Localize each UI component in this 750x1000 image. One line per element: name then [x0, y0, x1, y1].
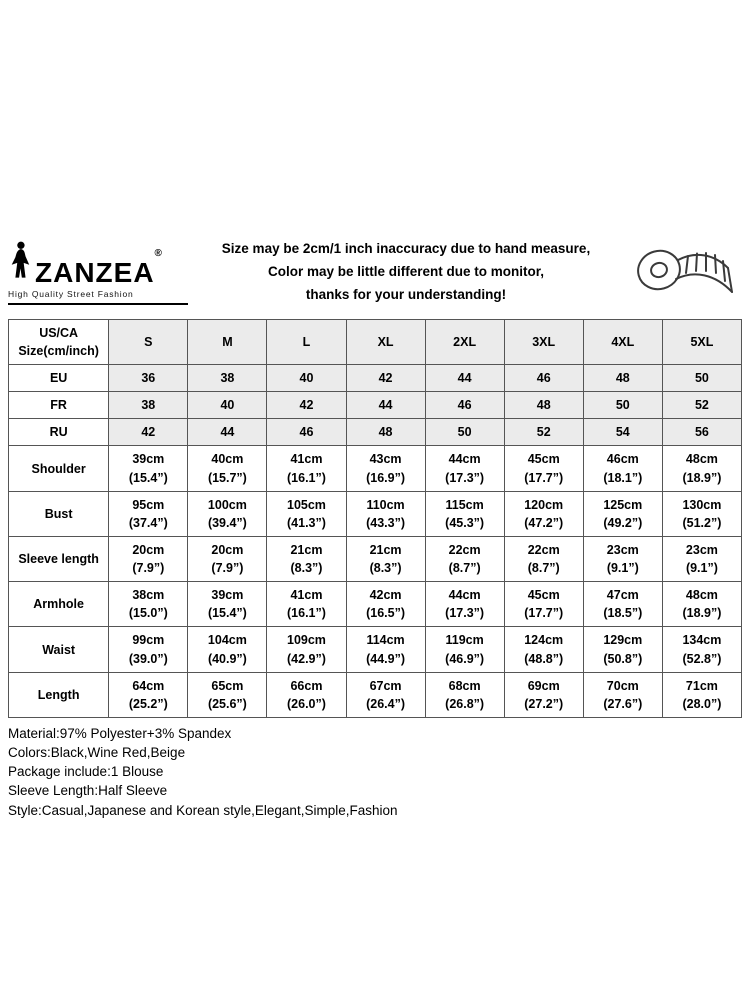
measurement-cell: 22cm (8.7”)	[504, 536, 583, 581]
measurement-cell: 44cm (17.3”)	[425, 446, 504, 491]
measurement-cell: 44cm (17.3”)	[425, 582, 504, 627]
size-value-cell: 40	[267, 365, 346, 392]
note-colors: Colors:Black,Wine Red,Beige	[8, 745, 186, 761]
measurement-cell: 68cm (26.8”)	[425, 672, 504, 717]
measurement-cell: 70cm (27.6”)	[583, 672, 662, 717]
measurement-cell: 46cm (18.1”)	[583, 446, 662, 491]
size-header-cell: 3XL	[504, 319, 583, 364]
measurement-cell: 39cm (15.4”)	[188, 582, 267, 627]
row-label: Armhole	[9, 582, 109, 627]
measurement-cell: 39cm (15.4”)	[109, 446, 188, 491]
measurement-cell: 45cm (17.7”)	[504, 446, 583, 491]
size-value-cell: 50	[425, 419, 504, 446]
size-value-cell: 42	[267, 392, 346, 419]
registered-mark: ®	[154, 247, 163, 259]
measurement-cell: 20cm (7.9”)	[188, 536, 267, 581]
region-row	[9, 419, 742, 446]
size-value-cell: 44	[346, 392, 425, 419]
size-value-cell: 48	[504, 392, 583, 419]
measurement-cell: 134cm (52.8”)	[662, 627, 741, 672]
measurement-cell: 64cm (25.2”)	[109, 672, 188, 717]
measure-notice	[188, 238, 624, 307]
size-value-cell: 40	[188, 392, 267, 419]
row-label: Waist	[9, 627, 109, 672]
size-header-cell: 2XL	[425, 319, 504, 364]
size-value-cell: 52	[504, 419, 583, 446]
top-banner	[8, 238, 742, 307]
measurement-cell: 125cm (49.2”)	[583, 491, 662, 536]
measurement-cell: 115cm (45.3”)	[425, 491, 504, 536]
size-value-cell: 42	[346, 365, 425, 392]
size-header-cell: M	[188, 319, 267, 364]
measurement-row	[9, 536, 742, 581]
note-material: Material:97% Polyester+3% Spandex	[8, 725, 232, 741]
measurement-cell: 42cm (16.5”)	[346, 582, 425, 627]
measuring-tape-icon	[624, 239, 742, 305]
size-value-cell: 50	[583, 392, 662, 419]
row-label: Bust	[9, 491, 109, 536]
size-header-cell: L	[267, 319, 346, 364]
notice-line: thanks for your understanding!	[305, 286, 507, 302]
size-header-cell: XL	[346, 319, 425, 364]
size-value-cell: 56	[662, 419, 741, 446]
measurement-cell: 65cm (25.6”)	[188, 672, 267, 717]
measurement-cell: 120cm (47.2”)	[504, 491, 583, 536]
measurement-cell: 119cm (46.9”)	[425, 627, 504, 672]
size-value-cell: 50	[662, 365, 741, 392]
row-label: Shoulder	[9, 446, 109, 491]
note-sleeve-length: Sleeve Length:Half Sleeve	[8, 783, 168, 799]
measurement-row	[9, 582, 742, 627]
size-table-header-row	[9, 319, 742, 364]
size-header-cell: 5XL	[662, 319, 741, 364]
size-value-cell: 52	[662, 392, 741, 419]
size-table	[8, 319, 742, 718]
product-notes	[8, 724, 742, 820]
measurement-cell: 48cm (18.9”)	[662, 582, 741, 627]
region-row	[9, 392, 742, 419]
corner-label: US/CA Size(cm/inch)	[9, 319, 109, 364]
measurement-cell: 100cm (39.4”)	[188, 491, 267, 536]
size-value-cell: 36	[109, 365, 188, 392]
measurement-cell: 66cm (26.0”)	[267, 672, 346, 717]
row-label: FR	[9, 392, 109, 419]
size-value-cell: 48	[583, 365, 662, 392]
measurement-cell: 129cm (50.8”)	[583, 627, 662, 672]
measurement-cell: 104cm (40.9”)	[188, 627, 267, 672]
measurement-cell: 43cm (16.9”)	[346, 446, 425, 491]
brand-name: ZANZEA®	[35, 247, 163, 288]
row-label: Sleeve length	[9, 536, 109, 581]
size-value-cell: 44	[188, 419, 267, 446]
measurement-cell: 109cm (42.9”)	[267, 627, 346, 672]
size-value-cell: 54	[583, 419, 662, 446]
size-value-cell: 42	[109, 419, 188, 446]
measurement-cell: 105cm (41.3”)	[267, 491, 346, 536]
measurement-cell: 71cm (28.0”)	[662, 672, 741, 717]
size-value-cell: 48	[346, 419, 425, 446]
measurement-cell: 40cm (15.7”)	[188, 446, 267, 491]
measurement-cell: 38cm (15.0”)	[109, 582, 188, 627]
size-value-cell: 46	[267, 419, 346, 446]
measurement-cell: 114cm (44.9”)	[346, 627, 425, 672]
measurement-cell: 21cm (8.3”)	[267, 536, 346, 581]
region-row	[9, 365, 742, 392]
measurement-cell: 41cm (16.1”)	[267, 446, 346, 491]
notice-line: Size may be 2cm/1 inch inaccuracy due to hand measure,	[221, 241, 591, 256]
measurement-cell: 21cm (8.3”)	[346, 536, 425, 581]
measurement-cell: 69cm (27.2”)	[504, 672, 583, 717]
note-style: Style:Casual,Japanese and Korean style,Elegant,Simple,Fashion	[8, 802, 398, 818]
measurement-cell: 41cm (16.1”)	[267, 582, 346, 627]
measurement-cell: 130cm (51.2”)	[662, 491, 741, 536]
size-value-cell: 38	[188, 365, 267, 392]
measurement-cell: 47cm (18.5”)	[583, 582, 662, 627]
woman-silhouette-icon	[8, 240, 32, 287]
row-label: Length	[9, 672, 109, 717]
measurement-cell: 20cm (7.9”)	[109, 536, 188, 581]
row-label: RU	[9, 419, 109, 446]
measurement-cell: 23cm (9.1”)	[662, 536, 741, 581]
measurement-row	[9, 627, 742, 672]
measurement-row	[9, 446, 742, 491]
size-value-cell: 46	[504, 365, 583, 392]
measurement-cell: 67cm (26.4”)	[346, 672, 425, 717]
measurement-row	[9, 491, 742, 536]
size-value-cell: 46	[425, 392, 504, 419]
measurement-cell: 22cm (8.7”)	[425, 536, 504, 581]
measurement-cell: 23cm (9.1”)	[583, 536, 662, 581]
measurement-cell: 124cm (48.8”)	[504, 627, 583, 672]
size-value-cell: 38	[109, 392, 188, 419]
note-package: Package include:1 Blouse	[8, 764, 164, 780]
size-header-cell: S	[109, 319, 188, 364]
size-value-cell: 44	[425, 365, 504, 392]
measurement-cell: 99cm (39.0”)	[109, 627, 188, 672]
measurement-cell: 95cm (37.4”)	[109, 491, 188, 536]
measurement-cell: 110cm (43.3”)	[346, 491, 425, 536]
notice-line: Color may be little different due to monitor,	[267, 263, 545, 279]
measurement-cell: 45cm (17.7”)	[504, 582, 583, 627]
measurement-row	[9, 672, 742, 717]
brand-tagline: High Quality Street Fashion	[8, 288, 134, 299]
measurement-cell: 48cm (18.9”)	[662, 446, 741, 491]
row-label: EU	[9, 365, 109, 392]
brand-logo	[8, 240, 188, 305]
size-header-cell: 4XL	[583, 319, 662, 364]
